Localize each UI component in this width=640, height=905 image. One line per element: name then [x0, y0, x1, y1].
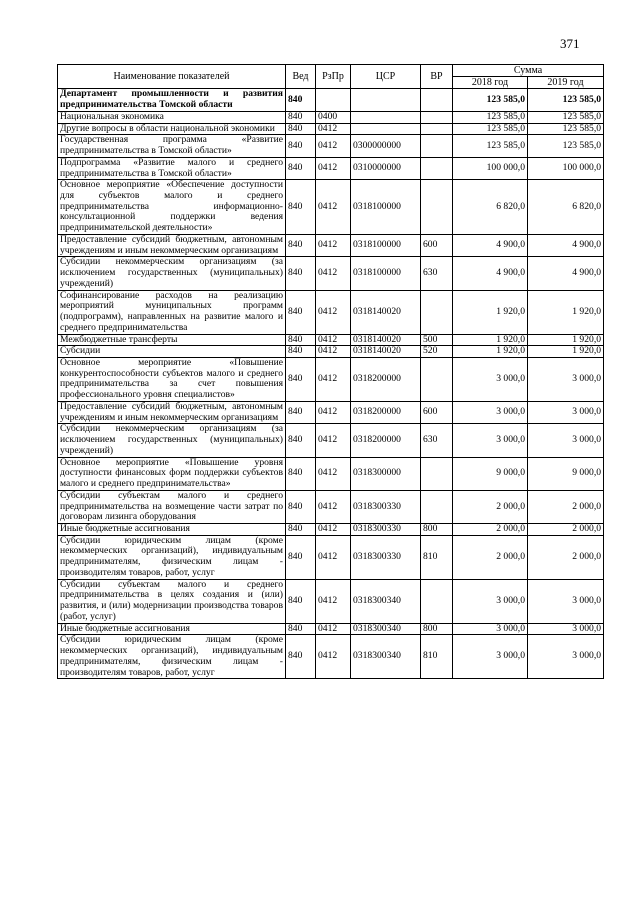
row-csr: [351, 89, 421, 111]
table-row: [58, 535, 604, 579]
table-body: [58, 89, 604, 679]
row-ved: 840: [286, 346, 316, 358]
row-ved: 840: [286, 579, 316, 623]
row-ved: 840: [286, 401, 316, 423]
row-name: Государственная программа «Развитие предпринимательства в Томской области»: [58, 135, 286, 157]
row-name: Субсидии субъектам малого и среднего предпринимательства на возмещение части затрат по договорам лизинга оборудования: [58, 490, 286, 523]
row-ved: 840: [286, 234, 316, 256]
row-sum-2019: 123 585,0: [528, 89, 604, 111]
row-csr: [351, 111, 421, 123]
header-2019: 2019 год: [528, 77, 604, 89]
row-sum-2018: 3 000,0: [453, 358, 528, 402]
header-vr: ВР: [421, 65, 453, 89]
row-sum-2018: 2 000,0: [453, 490, 528, 523]
row-csr: 0318140020: [351, 290, 421, 334]
row-sum-2019: 123 585,0: [528, 135, 604, 157]
row-csr: 0318300340: [351, 579, 421, 623]
row-rzpr: 0412: [316, 123, 351, 135]
row-rzpr: 0412: [316, 457, 351, 490]
table-row: [58, 635, 604, 679]
row-sum-2018: 9 000,0: [453, 457, 528, 490]
row-ved: 840: [286, 180, 316, 235]
row-vr: [421, 358, 453, 402]
row-vr: 800: [421, 524, 453, 536]
header-sum: Сумма: [453, 65, 604, 77]
row-name: Субсидии субъектам малого и среднего предпринимательства в целях создания и (или) развития, и (или) модернизации производства товаров (работ, услуг): [58, 579, 286, 623]
row-vr: 600: [421, 401, 453, 423]
row-rzpr: 0412: [316, 334, 351, 346]
row-rzpr: 0412: [316, 401, 351, 423]
row-sum-2018: 4 900,0: [453, 257, 528, 290]
table-row: [58, 111, 604, 123]
row-sum-2018: 123 585,0: [453, 135, 528, 157]
row-ved: 840: [286, 135, 316, 157]
row-sum-2018: 123 585,0: [453, 89, 528, 111]
row-sum-2019: 9 000,0: [528, 457, 604, 490]
table-row: [58, 89, 604, 111]
row-name: Департамент промышленности и развития предпринимательства Томской области: [58, 89, 286, 111]
row-vr: [421, 135, 453, 157]
row-sum-2018: 3 000,0: [453, 424, 528, 457]
row-sum-2018: 3 000,0: [453, 401, 528, 423]
row-vr: 520: [421, 346, 453, 358]
row-name: Другие вопросы в области национальной экономики: [58, 123, 286, 135]
header-ved: Вед: [286, 65, 316, 89]
header-name: Наименование показателей: [58, 65, 286, 89]
table-row: [58, 346, 604, 358]
row-vr: [421, 290, 453, 334]
table-row: [58, 524, 604, 536]
row-ved: 840: [286, 123, 316, 135]
row-name: Иные бюджетные ассигнования: [58, 623, 286, 635]
row-ved: 840: [286, 524, 316, 536]
row-sum-2018: 1 920,0: [453, 346, 528, 358]
table-row: [58, 234, 604, 256]
table-row: [58, 157, 604, 179]
row-csr: 0318200000: [351, 424, 421, 457]
row-vr: 500: [421, 334, 453, 346]
row-csr: 0318200000: [351, 358, 421, 402]
row-sum-2018: 3 000,0: [453, 635, 528, 679]
row-ved: 840: [286, 290, 316, 334]
row-csr: 0318100000: [351, 257, 421, 290]
row-csr: 0318300340: [351, 635, 421, 679]
row-name: Субсидии некоммерческим организациям (за исключением государственных (муниципальных) учреждений): [58, 257, 286, 290]
row-sum-2019: 2 000,0: [528, 524, 604, 536]
table-row: [58, 123, 604, 135]
row-name: Субсидии юридическим лицам (кроме некоммерческих организаций), индивидуальным предпринимателям, физическим лицам - производителям товаров, работ, услуг: [58, 635, 286, 679]
row-vr: 810: [421, 635, 453, 679]
row-sum-2019: 4 900,0: [528, 257, 604, 290]
row-csr: 0318300000: [351, 457, 421, 490]
row-ved: 840: [286, 490, 316, 523]
row-sum-2019: 3 000,0: [528, 358, 604, 402]
row-csr: 0300000000: [351, 135, 421, 157]
table-row: [58, 424, 604, 457]
row-csr: 0318300330: [351, 535, 421, 579]
row-sum-2019: 1 920,0: [528, 290, 604, 334]
row-ved: 840: [286, 89, 316, 111]
row-name: Предоставление субсидий бюджетным, автономным учреждениям и иным некоммерческим организациям: [58, 401, 286, 423]
row-name: Иные бюджетные ассигнования: [58, 524, 286, 536]
row-rzpr: 0412: [316, 157, 351, 179]
row-ved: 840: [286, 457, 316, 490]
row-csr: 0310000000: [351, 157, 421, 179]
row-name: Основное мероприятие «Повышение конкурентоспособности субъектов малого и среднего предпринимательства за счет повышения профессионального уровня специалистов»: [58, 358, 286, 402]
row-sum-2018: 1 920,0: [453, 290, 528, 334]
table-row: [58, 490, 604, 523]
row-sum-2018: 4 900,0: [453, 234, 528, 256]
row-sum-2019: 4 900,0: [528, 234, 604, 256]
row-csr: 0318200000: [351, 401, 421, 423]
row-csr: 0318300330: [351, 490, 421, 523]
row-rzpr: 0412: [316, 579, 351, 623]
row-sum-2018: 2 000,0: [453, 535, 528, 579]
row-name: Софинансирование расходов на реализацию мероприятий муниципальных программ (подпрограмм), направленных на развитие малого и среднего предпринимательства: [58, 290, 286, 334]
row-vr: [421, 490, 453, 523]
row-csr: 0318300330: [351, 524, 421, 536]
budget-table: [57, 64, 604, 679]
row-name: Субсидии: [58, 346, 286, 358]
row-ved: 840: [286, 623, 316, 635]
row-vr: 810: [421, 535, 453, 579]
table-row: [58, 135, 604, 157]
row-sum-2019: 6 820,0: [528, 180, 604, 235]
row-sum-2018: 100 000,0: [453, 157, 528, 179]
row-vr: 630: [421, 424, 453, 457]
row-rzpr: 0400: [316, 111, 351, 123]
row-rzpr: 0412: [316, 135, 351, 157]
row-rzpr: 0412: [316, 234, 351, 256]
row-sum-2019: 2 000,0: [528, 535, 604, 579]
row-rzpr: [316, 89, 351, 111]
table-row: [58, 579, 604, 623]
row-ved: 840: [286, 157, 316, 179]
table-row: [58, 457, 604, 490]
row-sum-2019: 3 000,0: [528, 635, 604, 679]
row-ved: 840: [286, 334, 316, 346]
table-row: [58, 180, 604, 235]
row-sum-2018: 3 000,0: [453, 623, 528, 635]
row-rzpr: 0412: [316, 623, 351, 635]
row-rzpr: 0412: [316, 180, 351, 235]
row-name: Национальная экономика: [58, 111, 286, 123]
row-sum-2018: 6 820,0: [453, 180, 528, 235]
row-name: Предоставление субсидий бюджетным, автономным учреждениям и иным некоммерческим организациям: [58, 234, 286, 256]
row-vr: [421, 123, 453, 135]
row-sum-2019: 100 000,0: [528, 157, 604, 179]
header-csr: ЦСР: [351, 65, 421, 89]
row-vr: [421, 157, 453, 179]
row-name: Субсидии некоммерческим организациям (за исключением государственных (муниципальных) учреждений): [58, 424, 286, 457]
row-ved: 840: [286, 424, 316, 457]
row-sum-2019: 3 000,0: [528, 424, 604, 457]
row-vr: [421, 180, 453, 235]
table-row: [58, 623, 604, 635]
row-ved: 840: [286, 358, 316, 402]
row-name: Основное мероприятие «Обеспечение доступности для субъектов малого и среднего предпринимательства информационно-консультационной поддержки ведения предпринимательской деятельности»: [58, 180, 286, 235]
row-sum-2018: 1 920,0: [453, 334, 528, 346]
row-rzpr: 0412: [316, 257, 351, 290]
row-sum-2019: 2 000,0: [528, 490, 604, 523]
row-csr: 0318140020: [351, 346, 421, 358]
row-sum-2018: 2 000,0: [453, 524, 528, 536]
row-csr: 0318100000: [351, 234, 421, 256]
row-name: Основное мероприятие «Повышение уровня доступности финансовых форм поддержки субъектов малого и среднего предпринимательства»: [58, 457, 286, 490]
page-number: 371: [560, 36, 580, 51]
row-rzpr: 0412: [316, 346, 351, 358]
row-sum-2019: 123 585,0: [528, 123, 604, 135]
row-csr: 0318100000: [351, 180, 421, 235]
row-csr: 0318140020: [351, 334, 421, 346]
header-rzpr: РзПр: [316, 65, 351, 89]
header-2018: 2018 год: [453, 77, 528, 89]
row-rzpr: 0412: [316, 535, 351, 579]
table-row: [58, 334, 604, 346]
row-ved: 840: [286, 635, 316, 679]
row-sum-2019: 1 920,0: [528, 346, 604, 358]
table-row: [58, 257, 604, 290]
row-sum-2019: 1 920,0: [528, 334, 604, 346]
row-vr: [421, 579, 453, 623]
row-rzpr: 0412: [316, 524, 351, 536]
row-rzpr: 0412: [316, 490, 351, 523]
row-ved: 840: [286, 257, 316, 290]
table-row: [58, 290, 604, 334]
row-sum-2019: 3 000,0: [528, 401, 604, 423]
row-name: Субсидии юридическим лицам (кроме некоммерческих организаций), индивидуальным предпринимателям, физическим лицам - производителям товаров, работ, услуг: [58, 535, 286, 579]
row-name: Межбюджетные трансферты: [58, 334, 286, 346]
table-row: [58, 358, 604, 402]
row-sum-2018: 123 585,0: [453, 111, 528, 123]
row-sum-2019: 3 000,0: [528, 579, 604, 623]
row-rzpr: 0412: [316, 358, 351, 402]
row-rzpr: 0412: [316, 290, 351, 334]
row-sum-2019: 3 000,0: [528, 623, 604, 635]
row-csr: 0318300340: [351, 623, 421, 635]
table-row: [58, 401, 604, 423]
row-ved: 840: [286, 111, 316, 123]
row-rzpr: 0412: [316, 635, 351, 679]
row-vr: 630: [421, 257, 453, 290]
row-sum-2018: 3 000,0: [453, 579, 528, 623]
row-vr: 600: [421, 234, 453, 256]
row-vr: 800: [421, 623, 453, 635]
row-csr: [351, 123, 421, 135]
row-name: Подпрограмма «Развитие малого и среднего предпринимательства в Томской области»: [58, 157, 286, 179]
row-rzpr: 0412: [316, 424, 351, 457]
row-vr: [421, 89, 453, 111]
row-ved: 840: [286, 535, 316, 579]
row-vr: [421, 457, 453, 490]
row-sum-2019: 123 585,0: [528, 111, 604, 123]
row-sum-2018: 123 585,0: [453, 123, 528, 135]
row-vr: [421, 111, 453, 123]
